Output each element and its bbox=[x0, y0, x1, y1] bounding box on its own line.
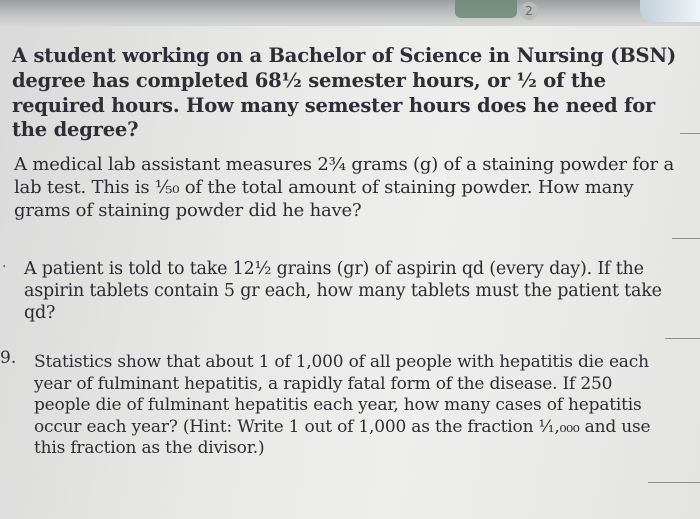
answer-line-2 bbox=[672, 238, 700, 239]
problem-1-text: A student working on a Bachelor of Science in Nursing (BSN) degree has completed 68½ semester hours, or ½ of the required hours. How many semester hours does he need for the degree? bbox=[12, 44, 677, 142]
problem-4-number: 9. bbox=[0, 348, 17, 368]
top-bar bbox=[0, 0, 700, 26]
problem-2-text: A medical lab assistant measures 2¾ grams (g) of a staining powder for a lab test. This is ⅕₀ of the total amount of staining powder. How many grams of staining powder did he have? bbox=[14, 154, 674, 221]
answer-line-3 bbox=[665, 338, 700, 339]
top-circle-badge: 2 bbox=[520, 2, 538, 20]
problem-4-text: Statistics show that about 1 of 1,000 of all people with hepatitis die each year of fulminant hepatitis, a rapidly fatal form of the disease. If 250 people die of fulminant hepatitis each year, how many cases of hepatitis occur each year? (Hint: Write 1 out of 1,000 as the fraction ¹⁄₁,₀₀₀ and use this fraction as the divisor.) bbox=[34, 352, 651, 459]
answer-line-1 bbox=[680, 133, 700, 134]
top-corner-shape bbox=[640, 0, 700, 22]
problem-3-text: A patient is told to take 12½ grains (gr) of aspirin qd (every day). If the aspirin tablets contain 5 gr each, how many tablets must the patient take qd? bbox=[24, 259, 662, 324]
answer-line-4 bbox=[648, 482, 700, 483]
problem-3-number: . bbox=[2, 255, 7, 271]
top-green-shape bbox=[455, 0, 517, 18]
